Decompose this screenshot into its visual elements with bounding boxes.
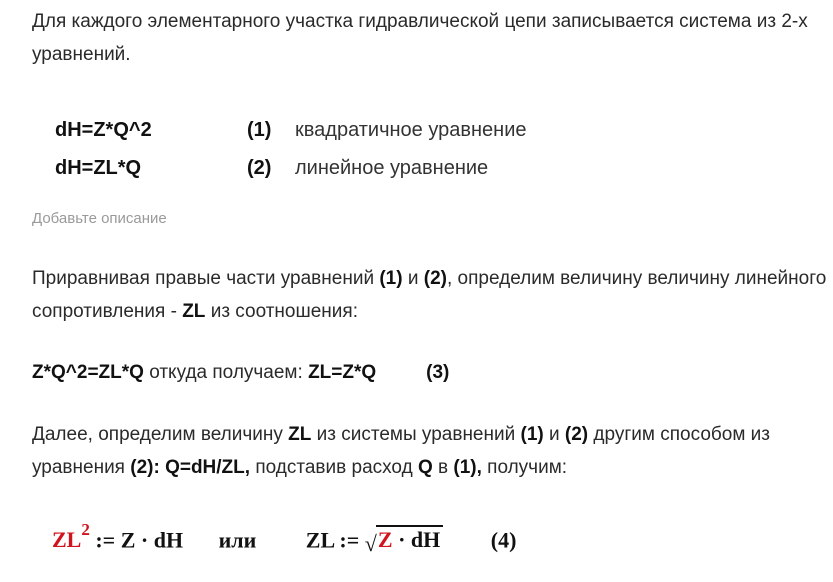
text-run: , определим величину величину линейного сопротивления - bbox=[32, 268, 827, 322]
formula-lhs: ZL bbox=[52, 527, 82, 553]
bold-run: Q bbox=[417, 457, 433, 478]
equation-3-number: (3) bbox=[426, 362, 450, 383]
equation-4-number: (4) bbox=[490, 527, 517, 553]
bold-run: ZL bbox=[182, 301, 206, 322]
image-caption-placeholder[interactable]: Добавьте описание bbox=[32, 210, 167, 227]
bold-run: (2) bbox=[423, 268, 447, 289]
radicand-rest: · dH bbox=[398, 527, 441, 553]
paragraph-result-3 bbox=[32, 356, 449, 389]
text-run: Приравнивая правые части уравнений bbox=[32, 268, 380, 289]
equation-1-description: квадратичное уравнение bbox=[295, 119, 527, 141]
bold-run: (1), bbox=[453, 457, 482, 478]
text-run: подставив расход bbox=[250, 457, 418, 478]
radicand bbox=[376, 525, 443, 553]
formula-exponent: 2 bbox=[81, 520, 90, 539]
bold-run: ZL bbox=[288, 424, 312, 445]
bold-run: (1) bbox=[520, 424, 544, 445]
equation-2-number: (2) bbox=[247, 157, 272, 179]
equation-1-formula: dH=Z*Q^2 bbox=[55, 119, 152, 141]
text-run: откуда получаем: bbox=[143, 362, 309, 383]
equation-2-description: линейное уравнение bbox=[295, 157, 489, 179]
bold-run: (2) bbox=[564, 424, 589, 445]
bold-run: (2): Q=dH/ZL, bbox=[130, 457, 251, 478]
text-run: получим: bbox=[481, 457, 568, 478]
paragraph-equate bbox=[32, 262, 827, 328]
formula-zl-squared bbox=[52, 520, 90, 553]
bold-run: ZL=Z*Q bbox=[308, 362, 377, 383]
formula-lhs-2: ZL := bbox=[305, 527, 360, 553]
formula-or: или bbox=[218, 527, 257, 553]
bold-run: Z*Q^2=ZL*Q bbox=[32, 362, 144, 383]
bold-run: (1) bbox=[379, 268, 403, 289]
formula-rhs-1: := Z · dH bbox=[95, 527, 184, 553]
text-run: Далее, определим величину bbox=[32, 424, 289, 445]
text-run: из соотношения: bbox=[205, 301, 358, 322]
equation-1-number: (1) bbox=[247, 119, 272, 141]
text-run: из системы уравнений bbox=[311, 424, 521, 445]
intro-paragraph: Для каждого элементарного участка гидравлической цепи записывается система из 2-х уравнений. bbox=[32, 11, 808, 65]
text-run: другим способом из уравнения bbox=[32, 424, 770, 478]
text-run: и bbox=[543, 424, 565, 445]
text-run: в bbox=[432, 457, 454, 478]
paragraph-alternative bbox=[32, 418, 832, 484]
radicand-z: Z bbox=[377, 527, 393, 553]
equation-2-formula: dH=ZL*Q bbox=[55, 157, 142, 179]
formula-4 bbox=[52, 520, 517, 564]
radical-sign: √ bbox=[364, 531, 377, 557]
sqrt-symbol bbox=[365, 525, 443, 557]
text-run: и bbox=[402, 268, 424, 289]
